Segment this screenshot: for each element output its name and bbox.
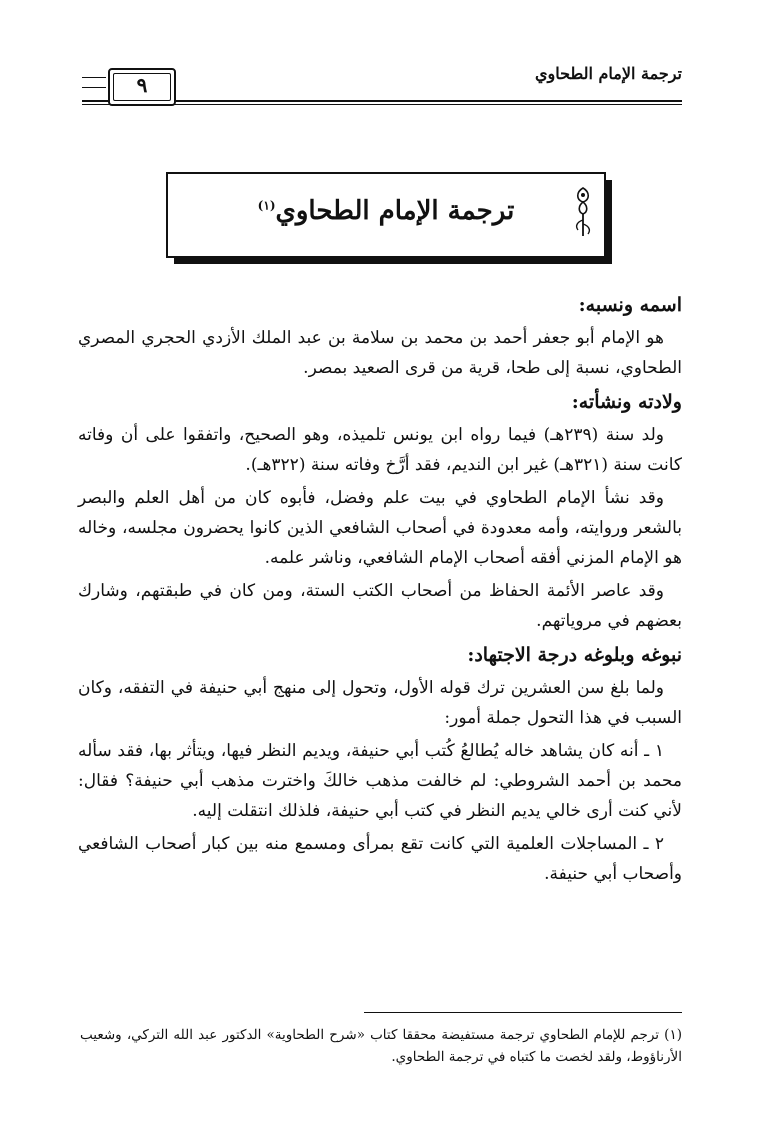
footnote: (١) ترجم للإمام الطحاوي ترجمة مستفيضة محققا كتاب «شرح الطحاوية» الدكتور عبد الله التركي، وشعيب الأرناؤوط، ولقد لخصت ما كتباه في ترجمة الطحاوي.: [80, 1027, 682, 1065]
list-item-paragraph: ١ ـ أنه كان يشاهد خاله يُطالعُ كُتب أبي حنيفة، ويديم النظر فيها، ويتأثر بها، فقد سأله محمد بن أحمد الشروطي: لم خالفت مذهب خالكَ واخترت مذهب أبي حنيفة؟ فقال: لأني كنت أرى خالي يديم النظر في كتب أبي حنيفة، فلذلك انتقلت إليه.: [78, 741, 682, 821]
section-heading-name-lineage: اسمه ونسبه:: [578, 294, 682, 316]
floral-ornament-icon: [572, 186, 594, 240]
chapter-title: [228, 196, 544, 226]
footnote-marker: (١): [257, 198, 276, 213]
header-ornament-lines: [82, 77, 106, 101]
paragraph: وقد عاصر الأئمة الحفاظ من أصحاب الكتب الستة، ومن كان في طبقتهم، وشارك بعضهم في مروياتهم.: [78, 581, 682, 631]
list-item-paragraph: ٢ ـ المساجلات العلمية التي كانت تقع بمرأى ومسمع منه بين كبار أصحاب الشافعي وأصحاب أبي حنيفة.: [78, 834, 682, 884]
running-header-title: ترجمة الإمام الطحاوي: [535, 64, 682, 83]
page-number: ٩: [136, 73, 148, 97]
paragraph: وقد نشأ الإمام الطحاوي في بيت علم وفضل، فأبوه كان من أهل العلم والبصر بالشعر وروايته، وأمه معدودة في أصحاب الشافعي الذين كانوا يحضرون مجلسه، وخاله هو الإمام المزني أفقه أصحاب الإمام الشافعي، وناشر علمه.: [78, 488, 682, 568]
paragraph: هو الإمام أبو جعفر أحمد بن محمد بن سلامة بن عبد الملك الأزدي الحجري المصري الطحاوي، نسبة إلى طحا، قرية من قرى الصعيد بمصر.: [78, 328, 682, 378]
body-text: [78, 286, 682, 892]
section-heading-birth-upbringing: ولادته ونشأته:: [571, 391, 682, 413]
chapter-title-box: [166, 172, 606, 258]
chapter-title-text: ترجمة الإمام الطحاوي: [275, 196, 515, 226]
paragraph: ولد سنة (٢٣٩هـ) فيما رواه ابن يونس تلميذه، وهو الصحيح، واتفقوا على أن وفاته كانت سنة (٣٢١هـ) غير ابن النديم، فقد أرَّخ وفاته سنة (٣٢٢هـ).: [78, 425, 682, 475]
footnote-rule: [364, 1012, 682, 1013]
section-heading-ijtihad: نبوغه وبلوغه درجة الاجتهاد:: [467, 644, 682, 666]
page-number-frame: [108, 68, 176, 106]
paragraph: ولما بلغ سن العشرين ترك قوله الأول، وتحول إلى منهج أبي حنيفة في التفقه، وكان السبب في هذا التحول جملة أمور:: [78, 678, 682, 728]
